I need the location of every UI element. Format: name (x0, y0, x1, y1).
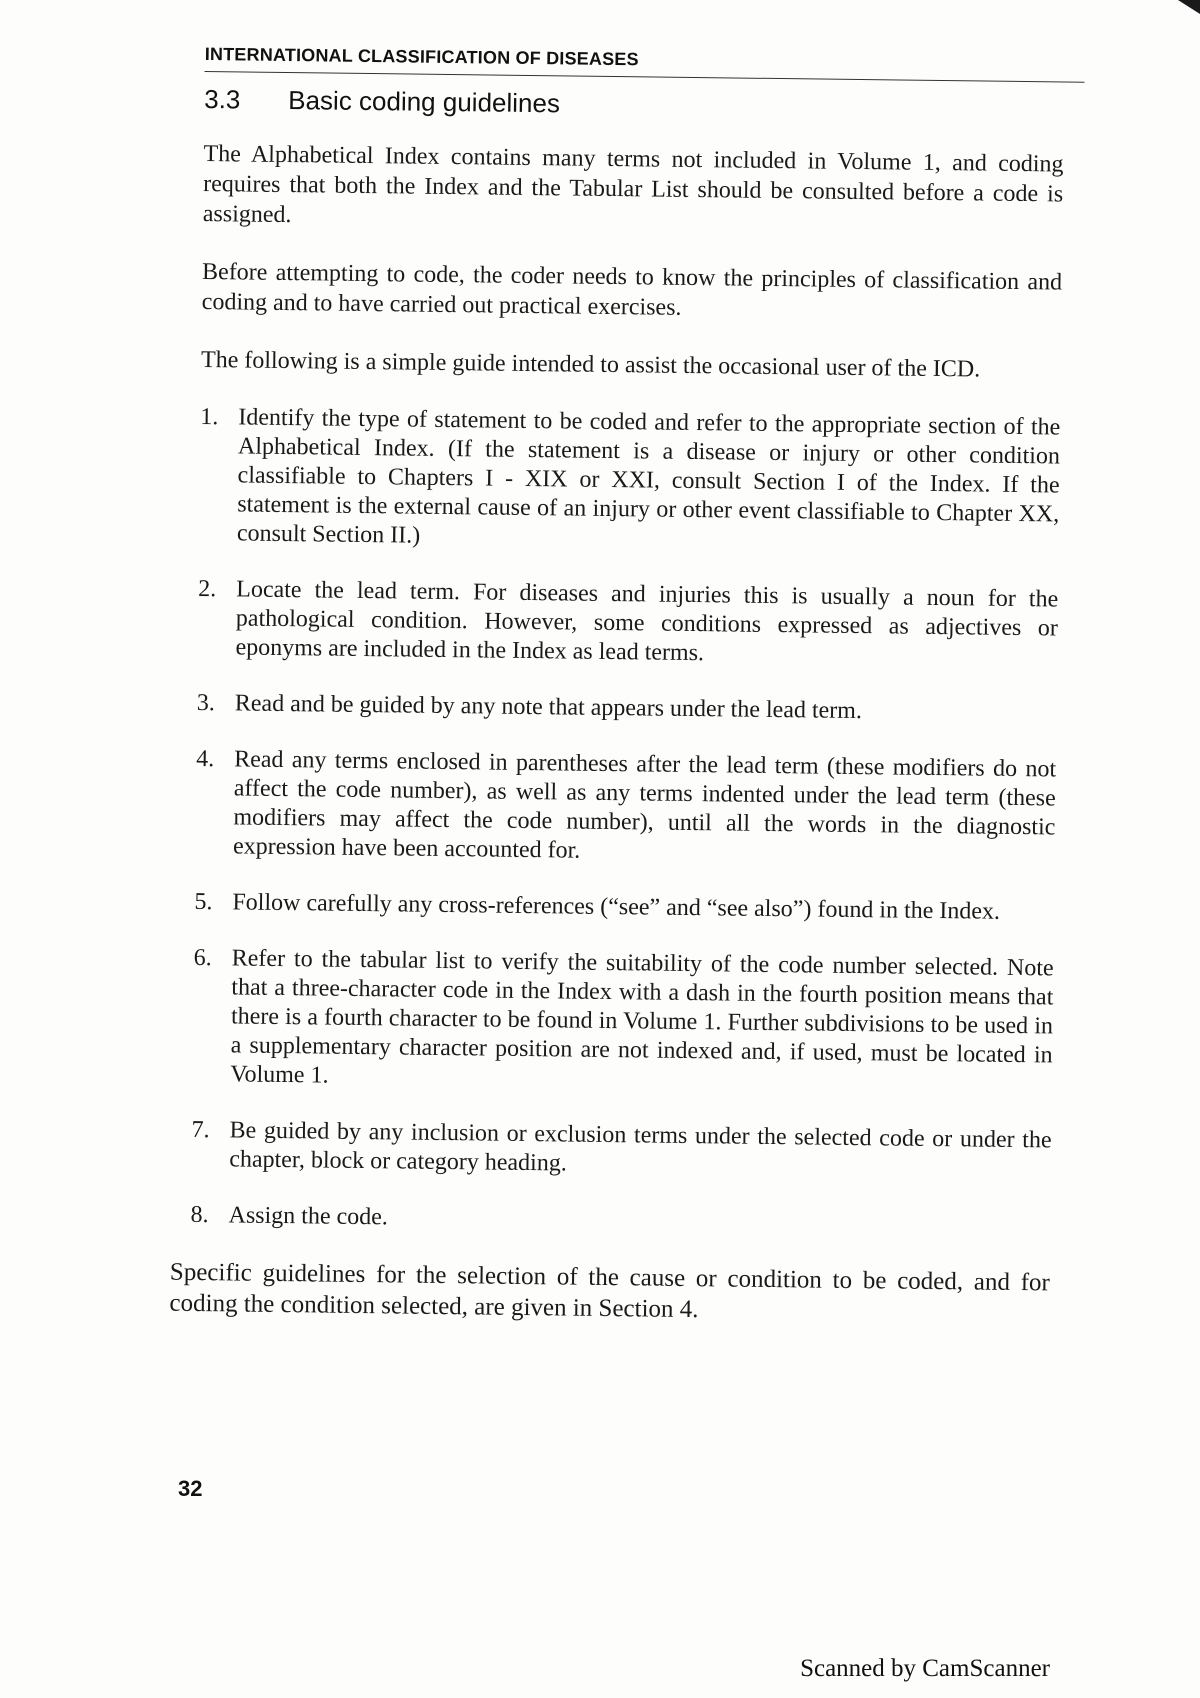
scanner-watermark: Scanned by CamScanner (800, 1655, 1050, 1682)
step-number: 7. (191, 1116, 210, 1144)
step-text: Read any terms enclosed in parentheses after the lead term (these modifiers do not affect the code number), as well as any terms indented under the lead term (these modifiers may affect the code number), until all the words in the diagnostic expression have been accounted for. (232, 746, 1057, 864)
page-corner-mark (1178, 0, 1200, 14)
section-heading (204, 84, 1064, 126)
section-number: 3.3 (204, 83, 241, 115)
list-item (192, 944, 1054, 1099)
step-number: 4. (196, 745, 215, 773)
step-number: 3. (196, 689, 216, 717)
step-number: 2. (198, 575, 217, 603)
closing-paragraph: Specific guidelines for the selection of the cause or condition to be coded, and for coding the condition selected, are given in Section 4. (169, 1258, 1050, 1324)
running-head: INTERNATIONAL CLASSIFICATION OF DISEASES (204, 43, 639, 70)
paragraph-guide-intro: The following is a simple guide intended to assist the occasional user of the ICD. (200, 346, 981, 383)
paragraph-principles: Before attempting to code, the coder needs to know the principles of classification and coding and to have carried out practical exercises. (201, 258, 1063, 321)
step-text: Identify the type of statement to be coded and refer to the appropriate section of the Alphabetical Index. (If the statement is a disease or injury or other condition classifiable to Chapters I - XIX or XXI, consult Section I of the Index. If the statement is the external cause of an injury or other event classifiable to Chapter XX, consult Section II.) (236, 404, 1061, 549)
step-text: Refer to the tabular list to verify the suitability of the code number selected. Note that a three-character code in the Index with a dash in the fourth position means that there is a fourth character to be found in Volume 1. Further subdivisions to be used in a supplementary character position are not indexed and, if used, must be located in Volume 1. (230, 945, 1054, 1089)
list-item (191, 1116, 1052, 1185)
step-text: Read and be guided by any note that appears under the lead term. (234, 690, 863, 725)
list-item (197, 689, 1057, 729)
list-item (194, 888, 1054, 928)
coding-steps-list (190, 403, 1060, 1240)
list-item (190, 1201, 1050, 1241)
list-item (197, 575, 1058, 673)
step-number: 8. (190, 1201, 209, 1229)
step-text: Locate the lead term. For diseases and injuries this is usually a noun for the pathological condition. However, some conditions expressed as adjectives or eponyms are included in the Index as lead terms. (235, 576, 1059, 667)
list-item (195, 745, 1056, 871)
list-item (199, 403, 1061, 558)
step-number: 6. (193, 944, 212, 972)
step-text: Assign the code. (228, 1202, 389, 1231)
step-number: 1. (200, 403, 219, 431)
step-text: Follow carefully any cross-references (“see” and “see also”) found in the Index. (232, 889, 1001, 925)
section-title: Basic coding guidelines (288, 85, 561, 119)
page-number: 32 (178, 1476, 203, 1501)
page-content (169, 36, 1065, 1329)
step-text: Be guided by any inclusion or exclusion terms under the selected code or under the chapter, block or category heading. (229, 1117, 1052, 1177)
paragraph-index-intro: The Alphabetical Index contains many terms not included in Volume 1, and coding requires that both the Index and the Tabular List should be consulted before a code is assigned. (202, 140, 1064, 229)
step-number: 5. (194, 888, 213, 916)
